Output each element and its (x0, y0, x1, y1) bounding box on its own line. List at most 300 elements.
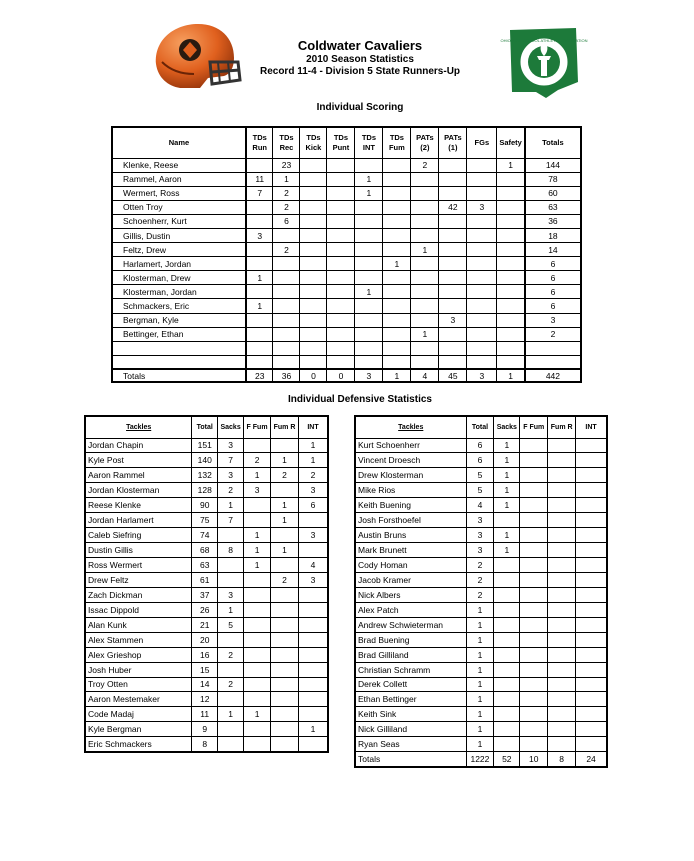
stat-cell (298, 677, 328, 692)
stat-cell: 1 (244, 707, 271, 722)
stat-cell: 1 (244, 558, 271, 573)
stat-cell: 3 (298, 572, 328, 587)
player-name: Troy Otten (85, 677, 192, 692)
defense-row (355, 528, 607, 543)
defense-row (85, 737, 328, 752)
stat-cell: 7 (218, 513, 244, 528)
stat-cell (576, 722, 607, 737)
stat-cell (576, 602, 607, 617)
player-name: Keith Sink (355, 707, 466, 722)
stat-cell: 3 (466, 528, 494, 543)
defense-col-header: Sacks (494, 416, 520, 438)
stat-cell (411, 355, 439, 369)
stat-cell (355, 158, 383, 172)
stat-cell (467, 341, 497, 355)
defense-row (355, 498, 607, 513)
scoring-row (112, 214, 581, 228)
stat-cell (244, 662, 271, 677)
player-name: Brad Buening (355, 632, 466, 647)
player-name: Eric Schmackers (85, 737, 192, 752)
scoring-title: Individual Scoring (316, 102, 404, 113)
stat-cell: 1 (494, 498, 520, 513)
stat-cell: 2 (218, 677, 244, 692)
stat-cell (327, 214, 355, 228)
stat-cell (576, 528, 607, 543)
defense-row (85, 558, 328, 573)
stat-cell (383, 200, 411, 214)
stat-cell (497, 200, 525, 214)
stat-cell (520, 483, 548, 498)
stat-cell (271, 438, 299, 453)
stat-cell (411, 299, 439, 313)
stat-cell: 2 (273, 200, 300, 214)
stat-cell (494, 737, 520, 752)
stat-cell: 2 (244, 453, 271, 468)
stat-cell (411, 172, 439, 186)
stat-cell: 1 (411, 243, 439, 257)
defense-row (85, 438, 328, 453)
defense-col-header: Tackles (85, 416, 192, 438)
stat-cell (244, 692, 271, 707)
stat-cell: 3 (466, 543, 494, 558)
scoring-col-header: FGs (467, 127, 497, 158)
stat-cell (300, 341, 327, 355)
stat-cell (548, 617, 576, 632)
stat-cell (411, 228, 439, 242)
stat-cell (327, 200, 355, 214)
stat-cell (271, 483, 299, 498)
defense-col-header: F Fum (520, 416, 548, 438)
stat-cell: 7 (246, 186, 273, 200)
stat-cell (548, 602, 576, 617)
stat-cell (467, 299, 497, 313)
defense-totals-row (355, 752, 607, 767)
stat-cell (355, 341, 383, 355)
player-name: Alex Grieshop (85, 647, 192, 662)
stat-cell (298, 543, 328, 558)
stat-cell (494, 572, 520, 587)
defense-row (355, 677, 607, 692)
stat-cell (327, 299, 355, 313)
player-name: Jordan Klosterman (85, 483, 192, 498)
player-name: Nick Albers (355, 587, 466, 602)
stat-cell (246, 214, 273, 228)
defense-row (85, 528, 328, 543)
stat-cell (355, 214, 383, 228)
scoring-row (112, 228, 581, 242)
stat-cell (298, 662, 328, 677)
stat-cell (494, 602, 520, 617)
stat-cell (520, 662, 548, 677)
defense-col-header: Total (192, 416, 218, 438)
stat-cell (300, 271, 327, 285)
stat-cell (520, 647, 548, 662)
stat-cell (494, 692, 520, 707)
defense-row (355, 722, 607, 737)
stat-cell (355, 271, 383, 285)
player-name: Aaron Mestemaker (85, 692, 192, 707)
stat-cell (271, 662, 299, 677)
stat-cell (218, 528, 244, 543)
stat-cell (576, 572, 607, 587)
stat-cell (548, 453, 576, 468)
player-name: Ryan Seas (355, 737, 466, 752)
player-name: Rammel, Aaron (112, 172, 246, 186)
stat-cell (520, 677, 548, 692)
scoring-col-header: TDs Punt (327, 127, 355, 158)
scoring-row (112, 200, 581, 214)
stat-cell (439, 158, 467, 172)
stat-cell: 6 (466, 453, 494, 468)
defense-row (85, 602, 328, 617)
stat-cell: 1 (411, 327, 439, 341)
stat-cell (520, 737, 548, 752)
stat-cell (300, 200, 327, 214)
player-name: Schoenherr, Kurt (112, 214, 246, 228)
stat-cell (271, 677, 299, 692)
defense-row (85, 468, 328, 483)
totals-cell: 3 (355, 369, 383, 382)
scoring-col-header: TDs Fum (383, 127, 411, 158)
player-name: Jordan Chapin (85, 438, 192, 453)
stat-cell (273, 327, 300, 341)
stat-cell: 4 (466, 498, 494, 513)
stat-cell (273, 257, 300, 271)
totals-cell: 1222 (466, 752, 494, 767)
scoring-row (112, 313, 581, 327)
stat-cell (327, 172, 355, 186)
defense-row (355, 587, 607, 602)
player-name: Alan Kunk (85, 617, 192, 632)
stat-cell (246, 158, 273, 172)
stat-cell (576, 632, 607, 647)
stat-cell: 8 (218, 543, 244, 558)
stat-cell (298, 647, 328, 662)
stat-cell (576, 677, 607, 692)
stat-cell (298, 692, 328, 707)
player-name: Aaron Rammel (85, 468, 192, 483)
player-name: Bettinger, Ethan (112, 327, 246, 341)
stat-cell (439, 341, 467, 355)
scoring-col-header: Name (112, 127, 246, 158)
stat-cell: 6 (525, 257, 581, 271)
stat-cell: 7 (218, 453, 244, 468)
stat-cell (576, 483, 607, 498)
stat-cell (439, 257, 467, 271)
player-name: Cody Homan (355, 558, 466, 573)
team-name: Coldwater Cavaliers (297, 38, 423, 53)
stat-cell (520, 707, 548, 722)
stat-cell (576, 498, 607, 513)
defense-row (355, 692, 607, 707)
stat-cell (244, 632, 271, 647)
stat-cell: 1 (466, 692, 494, 707)
stat-cell: 1 (466, 617, 494, 632)
stat-cell (383, 243, 411, 257)
stat-cell: 11 (192, 707, 218, 722)
stat-cell (520, 587, 548, 602)
player-name: Vincent Droesch (355, 453, 466, 468)
defense-row (85, 647, 328, 662)
stat-cell (497, 172, 525, 186)
defense-row (85, 483, 328, 498)
stat-cell (548, 468, 576, 483)
stat-cell: 3 (467, 200, 497, 214)
stat-cell: 26 (192, 602, 218, 617)
stat-cell: 2 (273, 243, 300, 257)
stat-cell: 74 (192, 528, 218, 543)
stat-cell (300, 172, 327, 186)
stat-cell (497, 285, 525, 299)
stat-cell: 20 (192, 632, 218, 647)
player-name: Ross Wermert (85, 558, 192, 573)
stat-cell (273, 341, 300, 355)
defense-left-header-row (85, 416, 328, 438)
stat-cell (520, 722, 548, 737)
stat-cell: 5 (466, 468, 494, 483)
stat-cell (273, 313, 300, 327)
stat-cell (520, 558, 548, 573)
defense-row (355, 483, 607, 498)
stat-cell: 1 (466, 662, 494, 677)
stat-cell: 1 (466, 737, 494, 752)
stat-cell (494, 558, 520, 573)
defense-row (85, 722, 328, 737)
stat-cell (271, 737, 299, 752)
player-name: Otten Troy (112, 200, 246, 214)
stat-cell (548, 543, 576, 558)
stat-cell (520, 528, 548, 543)
stat-cell (497, 257, 525, 271)
stat-cell: 4 (298, 558, 328, 573)
stat-cell: 6 (525, 285, 581, 299)
stat-cell: 1 (244, 468, 271, 483)
stat-cell (576, 587, 607, 602)
totals-cell: 24 (576, 752, 607, 767)
stat-cell (439, 214, 467, 228)
totals-cell: 45 (439, 369, 467, 382)
stat-cell (298, 632, 328, 647)
stat-cell (300, 313, 327, 327)
scoring-table (111, 126, 582, 383)
defense-row (85, 617, 328, 632)
stat-cell (467, 257, 497, 271)
stat-cell: 1 (271, 513, 299, 528)
stat-cell: 2 (218, 647, 244, 662)
stat-cell (467, 327, 497, 341)
stat-cell (246, 200, 273, 214)
stat-cell: 2 (466, 558, 494, 573)
stat-cell (271, 587, 299, 602)
stat-cell (327, 158, 355, 172)
player-name: Josh Forsthoefel (355, 513, 466, 528)
stat-cell (298, 513, 328, 528)
player-name: Mark Brunett (355, 543, 466, 558)
stat-cell (327, 271, 355, 285)
scoring-col-header: TDs INT (355, 127, 383, 158)
stat-cell: 42 (439, 200, 467, 214)
player-name: Alex Stammen (85, 632, 192, 647)
stat-cell (383, 228, 411, 242)
stat-cell (494, 632, 520, 647)
stat-cell (439, 243, 467, 257)
stat-cell (467, 285, 497, 299)
player-name: Drew Feltz (85, 572, 192, 587)
stat-cell (411, 271, 439, 285)
stat-cell (300, 285, 327, 299)
stat-cell (467, 271, 497, 285)
stat-cell (548, 647, 576, 662)
stat-cell: 1 (497, 158, 525, 172)
stat-cell: 14 (525, 243, 581, 257)
stat-cell (548, 662, 576, 677)
stat-cell (467, 214, 497, 228)
stat-cell: 1 (466, 677, 494, 692)
stat-cell (298, 617, 328, 632)
scoring-row (112, 257, 581, 271)
logo-text: OHIO HIGH SCHOOL ATHLETIC ASSOCIATION (500, 38, 588, 43)
player-name: Mike Rios (355, 483, 466, 498)
totals-label: Totals (355, 752, 466, 767)
player-name: Reese Klenke (85, 498, 192, 513)
stat-cell: 6 (466, 438, 494, 453)
stat-cell (383, 327, 411, 341)
stat-cell: 151 (192, 438, 218, 453)
stat-cell: 1 (466, 722, 494, 737)
stat-cell (298, 602, 328, 617)
player-name: Klosterman, Drew (112, 271, 246, 285)
stat-cell (411, 186, 439, 200)
stat-cell (548, 722, 576, 737)
stat-cell (355, 299, 383, 313)
stat-cell: 140 (192, 453, 218, 468)
stat-cell (576, 692, 607, 707)
totals-cell: 3 (467, 369, 497, 382)
defense-row (85, 692, 328, 707)
stat-cell: 1 (271, 498, 299, 513)
stat-cell (467, 172, 497, 186)
defense-row (355, 558, 607, 573)
stat-cell: 1 (298, 722, 328, 737)
stat-cell (548, 737, 576, 752)
stat-cell (576, 513, 607, 528)
stat-cell: 1 (466, 647, 494, 662)
stat-cell (300, 299, 327, 313)
player-name (112, 355, 246, 369)
stat-cell (273, 271, 300, 285)
stat-cell: 1 (466, 602, 494, 617)
stat-cell (244, 513, 271, 528)
helmet-logo (150, 18, 242, 93)
player-name: Zach Dickman (85, 587, 192, 602)
stat-cell (273, 299, 300, 313)
defense-row (85, 632, 328, 647)
stat-cell (327, 341, 355, 355)
scoring-col-header: Totals (525, 127, 581, 158)
scoring-row (112, 243, 581, 257)
scoring-row (112, 327, 581, 341)
stat-cell (497, 355, 525, 369)
stat-cell: 2 (271, 572, 299, 587)
stat-cell: 36 (525, 214, 581, 228)
stat-cell (576, 453, 607, 468)
stat-cell (273, 228, 300, 242)
player-name: Alex Patch (355, 602, 466, 617)
defense-row (355, 453, 607, 468)
stat-cell (244, 587, 271, 602)
stat-cell (520, 468, 548, 483)
stat-cell: 6 (525, 299, 581, 313)
stat-cell (520, 632, 548, 647)
stat-cell: 2 (271, 468, 299, 483)
stat-cell (383, 299, 411, 313)
stat-cell (271, 647, 299, 662)
stat-cell (273, 285, 300, 299)
stat-cell: 2 (273, 186, 300, 200)
defense-row (355, 468, 607, 483)
stat-cell (327, 186, 355, 200)
defense-row (355, 543, 607, 558)
stat-cell (218, 737, 244, 752)
stat-cell: 1 (494, 468, 520, 483)
totals-cell: 0 (327, 369, 355, 382)
stat-cell (548, 528, 576, 543)
stat-cell: 3 (298, 483, 328, 498)
stat-cell (520, 513, 548, 528)
stat-cell (271, 617, 299, 632)
player-name: Code Madaj (85, 707, 192, 722)
stat-cell (576, 438, 607, 453)
report-header (240, 38, 480, 78)
stat-cell (548, 632, 576, 647)
defense-row (85, 587, 328, 602)
player-name: Kyle Bergman (85, 722, 192, 737)
player-name: Drew Klosterman (355, 468, 466, 483)
stat-cell: 21 (192, 617, 218, 632)
stat-cell: 16 (192, 647, 218, 662)
scoring-row (112, 186, 581, 200)
stat-cell (218, 632, 244, 647)
player-name: Kurt Schoenherr (355, 438, 466, 453)
stat-cell (383, 214, 411, 228)
stat-cell: 3 (525, 313, 581, 327)
stat-cell (525, 355, 581, 369)
stat-cell (355, 257, 383, 271)
stat-cell (355, 355, 383, 369)
player-name: Austin Bruns (355, 528, 466, 543)
stat-cell (494, 647, 520, 662)
player-name: Jordan Harlamert (85, 513, 192, 528)
stat-cell: 63 (192, 558, 218, 573)
stat-cell: 6 (525, 271, 581, 285)
stat-cell (548, 572, 576, 587)
stat-cell (327, 257, 355, 271)
season-title: 2010 Season Statistics (306, 54, 414, 65)
stat-cell: 1 (246, 271, 273, 285)
totals-cell: 4 (411, 369, 439, 382)
stat-cell (355, 243, 383, 257)
stat-cell: 8 (192, 737, 218, 752)
scoring-row (112, 341, 581, 355)
stat-cell: 1 (298, 453, 328, 468)
totals-cell: 0 (300, 369, 327, 382)
defense-row (85, 662, 328, 677)
defense-row (355, 513, 607, 528)
stat-cell (497, 299, 525, 313)
stat-cell: 68 (192, 543, 218, 558)
stat-cell (244, 572, 271, 587)
stat-cell (467, 158, 497, 172)
